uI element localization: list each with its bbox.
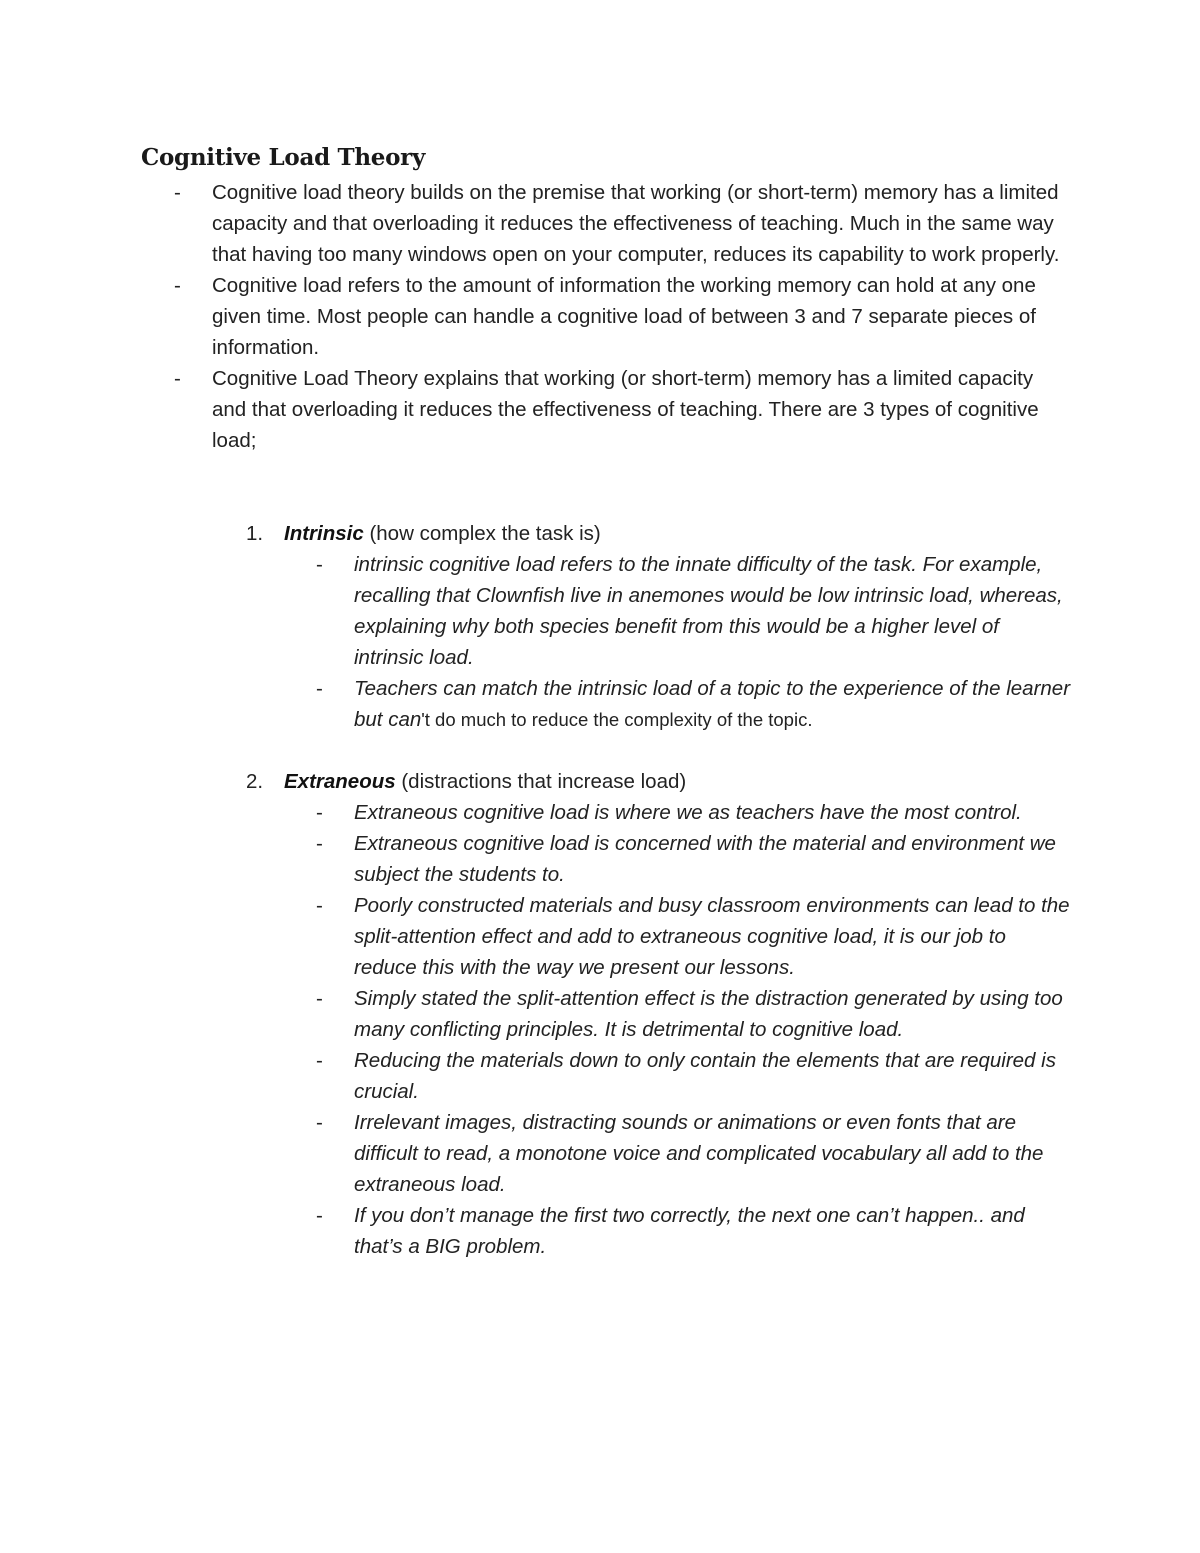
- bullet-dash: -: [316, 894, 323, 917]
- intro-bullet: [0, 177, 1072, 270]
- sub-bullet-text: Teachers can match the intrinsic load of a topic to the experience of the learner but can: [354, 677, 1071, 731]
- load-type-description: (how complex the task is): [363, 522, 601, 545]
- bullet-dash: -: [174, 367, 181, 390]
- sub-bullet: [0, 1045, 1074, 1107]
- sub-bullet: [0, 828, 1074, 890]
- sub-bullet: [0, 983, 1074, 1045]
- load-type-name: Intrinsic: [284, 522, 364, 545]
- sub-bullet-text-tail: 't do much to reduce the complexity of the topic.: [421, 709, 813, 730]
- load-types-list: [0, 518, 1084, 1262]
- intro-bullet-list: [0, 177, 1072, 456]
- sub-bullet-text: Poorly constructed materials and busy classroom environments can lead to the split-attention effect and add to extraneous cognitive load, it is our job to reduce this with the way we present our lessons.: [354, 894, 1070, 979]
- bullet-dash: -: [316, 832, 323, 855]
- sub-bullet-text: Simply stated the split-attention effect is the distraction generated by using too many conflicting principles. It is detrimental to cognitive load.: [354, 987, 1063, 1041]
- page-title: Cognitive Load Theory: [141, 144, 426, 171]
- sub-bullet-text: Reducing the materials down to only contain the elements that are required is crucial.: [354, 1049, 1056, 1103]
- list-number: 1.: [246, 522, 264, 545]
- sub-bullet-text: Extraneous cognitive load is where we as teachers have the most control.: [354, 801, 1022, 824]
- bullet-dash: -: [316, 1111, 323, 1134]
- load-type-intrinsic: [0, 518, 1084, 549]
- sub-bullet: [0, 1107, 1074, 1200]
- section-gap: [0, 735, 1084, 766]
- intrinsic-sub-list: [0, 549, 1084, 735]
- bullet-text: Cognitive Load Theory explains that working (or short-term) memory has a limited capacity and that overloading it reduces the effectiveness of teaching. There are 3 types of cognitive load;: [212, 367, 1039, 452]
- sub-bullet-text: Extraneous cognitive load is concerned with the material and environment we subject the students to.: [354, 832, 1056, 886]
- load-type-extraneous: [0, 766, 1084, 797]
- bullet-dash: -: [174, 274, 181, 297]
- bullet-dash: -: [316, 987, 323, 1010]
- bullet-dash: -: [316, 1204, 323, 1227]
- bullet-dash: -: [174, 181, 181, 204]
- load-type-name: Extraneous: [284, 770, 396, 793]
- bullet-dash: -: [316, 677, 323, 700]
- sub-bullet: [0, 890, 1074, 983]
- sub-bullet: [0, 1200, 1074, 1262]
- intro-bullet: [0, 363, 1072, 456]
- bullet-dash: -: [316, 553, 323, 576]
- bullet-text: Cognitive load refers to the amount of information the working memory can hold at any one given time. Most people can handle a cognitive load of between 3 and 7 separate pieces of information.: [212, 274, 1036, 359]
- load-type-description: (distractions that increase load): [395, 770, 687, 793]
- sub-bullet-text: intrinsic cognitive load refers to the innate difficulty of the task. For example, recalling that Clownfish live in anemones would be low intrinsic load, whereas, explaining why both species benefit from this would be a higher level of intrinsic load.: [354, 553, 1063, 669]
- extraneous-sub-list: [0, 797, 1084, 1262]
- bullet-text: Cognitive load theory builds on the premise that working (or short-term) memory has a limited capacity and that overloading it reduces the effectiveness of teaching. Much in the same way that having too many windows open on your computer, reduces its capability to work properly.: [212, 181, 1060, 266]
- sub-bullet: [0, 673, 1074, 735]
- sub-bullet: [0, 549, 1074, 673]
- list-number: 2.: [246, 770, 264, 793]
- sub-bullet-text: If you don’t manage the first two correctly, the next one can’t happen.. and that’s a BIG problem.: [354, 1204, 1025, 1258]
- intro-bullet: [0, 270, 1072, 363]
- sub-bullet-text: Irrelevant images, distracting sounds or animations or even fonts that are difficult to read, a monotone voice and complicated vocabulary all add to the extraneous load.: [354, 1111, 1044, 1196]
- sub-bullet: [0, 797, 1074, 828]
- bullet-dash: -: [316, 801, 323, 824]
- bullet-dash: -: [316, 1049, 323, 1072]
